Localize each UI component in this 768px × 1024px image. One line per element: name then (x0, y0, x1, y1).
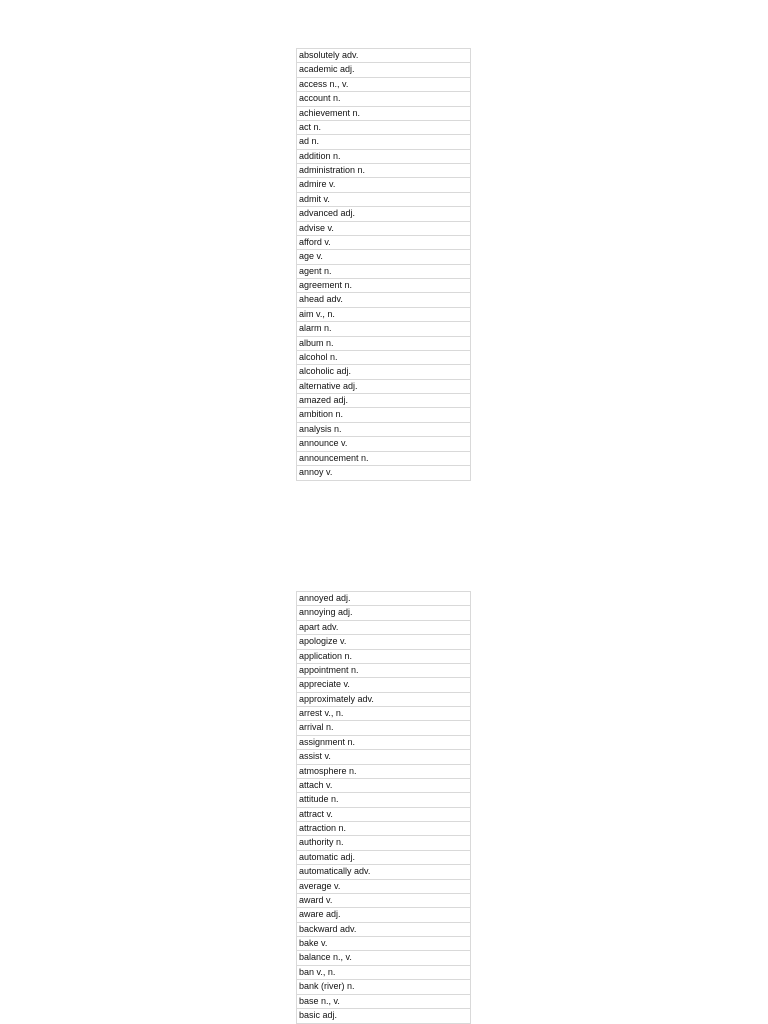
table-row: annoy v. (299, 466, 333, 477)
table-row: access n., v. (297, 78, 470, 92)
table-row: assignment n. (297, 736, 470, 750)
table-row: award v. (297, 894, 470, 908)
table-row: ambition n. (297, 408, 470, 422)
table-row: basic adj. (299, 1009, 338, 1020)
table-row: afford v. (297, 236, 470, 250)
table-row: account n. (297, 92, 470, 106)
word-table-2 (296, 591, 471, 1024)
table-row: act n. (297, 121, 470, 135)
table-row: agreement n. (297, 279, 470, 293)
table-row: bank (river) n. (297, 980, 470, 994)
table-row: automatically adv. (297, 865, 470, 879)
table-row: average v. (297, 880, 470, 894)
table-row: administration n. (297, 164, 470, 178)
table-row: annoyed adj. (297, 592, 470, 606)
table-row: arrest v., n. (297, 707, 470, 721)
table-row: announcement n. (297, 452, 470, 466)
table-row: backward adv. (297, 923, 470, 937)
table-row: age v. (297, 250, 470, 264)
table-row: assist v. (297, 750, 470, 764)
table-row: appointment n. (297, 664, 470, 678)
table-row: approximately adv. (297, 693, 470, 707)
table-row: ahead adv. (297, 293, 470, 307)
table-row: achievement n. (297, 107, 470, 121)
table-row: attract v. (297, 808, 470, 822)
table-row: attach v. (297, 779, 470, 793)
table-row: announce v. (297, 437, 470, 451)
table-row: alarm n. (297, 322, 470, 336)
table-row: automatic adj. (297, 851, 470, 865)
table-row: appreciate v. (297, 678, 470, 692)
table-row: aware adj. (297, 908, 470, 922)
table-row: annoying adj. (297, 606, 470, 620)
table-row: alternative adj. (297, 380, 470, 394)
table-row: alcohol n. (297, 351, 470, 365)
table-row: album n. (297, 337, 470, 351)
table-row: atmosphere n. (297, 765, 470, 779)
table-row: advanced adj. (297, 207, 470, 221)
table-row: alcoholic adj. (297, 365, 470, 379)
table-row: apart adv. (297, 621, 470, 635)
table-row: admit v. (297, 193, 470, 207)
table-row: balance n., v. (297, 951, 470, 965)
table-row: absolutely adv. (297, 49, 470, 63)
table-row: arrival n. (297, 721, 470, 735)
table-row: aim v., n. (297, 308, 470, 322)
table-row: authority n. (297, 836, 470, 850)
table-row: attitude n. (297, 793, 470, 807)
table-row: ad n. (297, 135, 470, 149)
table-row: apologize v. (297, 635, 470, 649)
table-row: addition n. (297, 150, 470, 164)
table-row: admire v. (297, 178, 470, 192)
table-row: advise v. (297, 222, 470, 236)
table-row: amazed adj. (297, 394, 470, 408)
table-row: analysis n. (297, 423, 470, 437)
table-row: attraction n. (297, 822, 470, 836)
table-row: base n., v. (297, 995, 470, 1009)
table-row: bake v. (297, 937, 470, 951)
table-row: ban v., n. (297, 966, 470, 980)
word-table-1 (296, 48, 471, 481)
table-row: agent n. (297, 265, 470, 279)
table-row: academic adj. (297, 63, 470, 77)
table-row: application n. (297, 650, 470, 664)
